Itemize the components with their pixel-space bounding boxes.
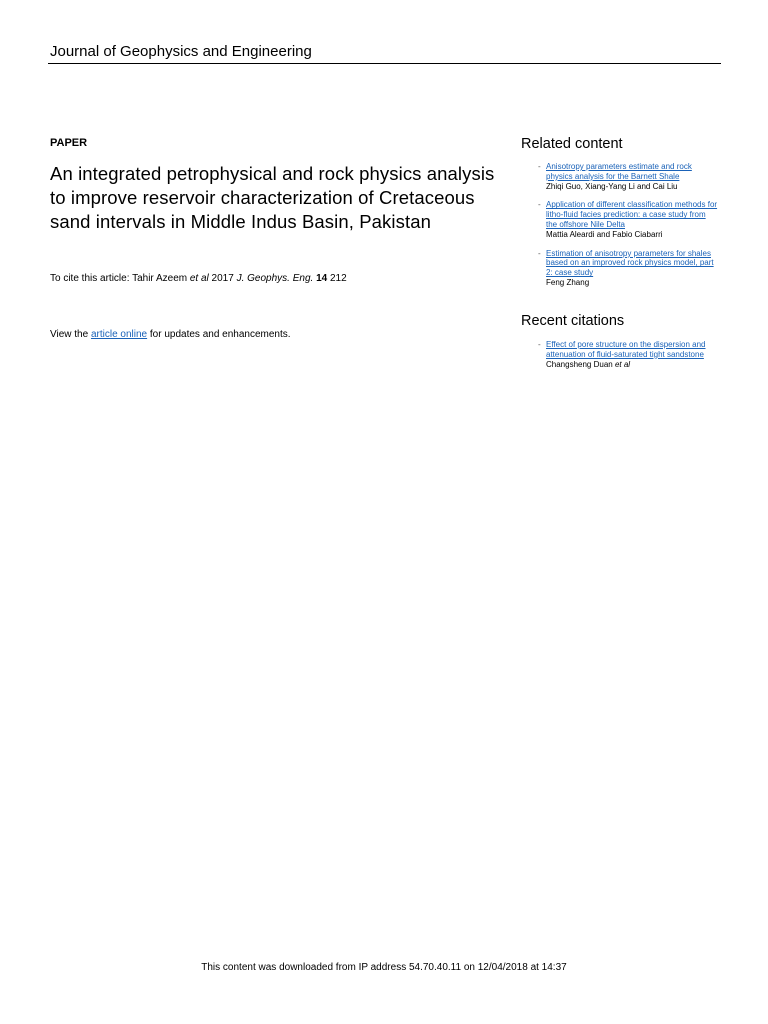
cite-year: 2017: [208, 273, 237, 284]
dash-marker: -: [538, 248, 541, 258]
list-item: [538, 340, 718, 369]
cite-prefix: To cite this article: Tahir Azeem: [50, 273, 190, 284]
cite-etal: et al: [189, 273, 209, 284]
dash-marker: -: [538, 340, 541, 349]
view-suffix: for updates and enhancements.: [147, 329, 291, 340]
related-link[interactable]: Anisotropy parameters estimate and rock physics analysis for the Barnett Shale: [546, 162, 692, 181]
paper-label: PAPER: [50, 137, 88, 149]
citation-etal: et al: [614, 359, 631, 369]
cite-page: 212: [330, 273, 347, 284]
dash-marker: -: [538, 162, 541, 171]
recent-citations-heading: Recent citations: [521, 313, 625, 329]
article-online-link[interactable]: article online: [90, 329, 148, 340]
list-item: [538, 249, 718, 288]
related-authors: Zhiqi Guo, Xiang-Yang Li and Cai Liu: [546, 181, 678, 191]
related-authors: Feng Zhang: [546, 277, 590, 287]
dash-marker: -: [538, 200, 541, 210]
related-link[interactable]: Application of different classification methods for litho-fluid facies prediction: a case study from the offshore Nile Delta: [546, 200, 718, 229]
recent-citations-list: [538, 340, 718, 378]
related-link[interactable]: Estimation of anisotropy parameters for shales based on an improved rock physics model, part 2: case study: [546, 248, 714, 278]
list-item: [538, 200, 718, 239]
article-title: An integrated petrophysical and rock physics analysis to improve reservoir characterization of Cretaceous sand intervals in Middle Indus Basin, Pakistan: [50, 163, 495, 233]
list-item: [538, 162, 718, 191]
view-online-line: [50, 329, 291, 340]
citation-author-names: Changsheng Duan: [546, 359, 615, 369]
cite-volume: 14: [316, 273, 328, 284]
header-rule: [48, 63, 721, 64]
download-footer: This content was downloaded from IP address 54.70.40.11 on 12/04/2018 at 14:37: [201, 962, 567, 973]
cite-journal: J. Geophys. Eng.: [236, 273, 314, 284]
citation-line: [50, 273, 347, 284]
related-content-heading: Related content: [521, 136, 623, 152]
journal-title: Journal of Geophysics and Engineering: [50, 43, 312, 60]
citation-authors: [546, 360, 630, 369]
view-prefix: View the: [50, 329, 91, 340]
citation-link[interactable]: Effect of pore structure on the dispersion and attenuation of fluid-saturated tight sandstone: [546, 340, 706, 359]
related-content-list: [538, 162, 718, 297]
related-authors: Mattia Aleardi and Fabio Ciabarri: [546, 229, 663, 239]
